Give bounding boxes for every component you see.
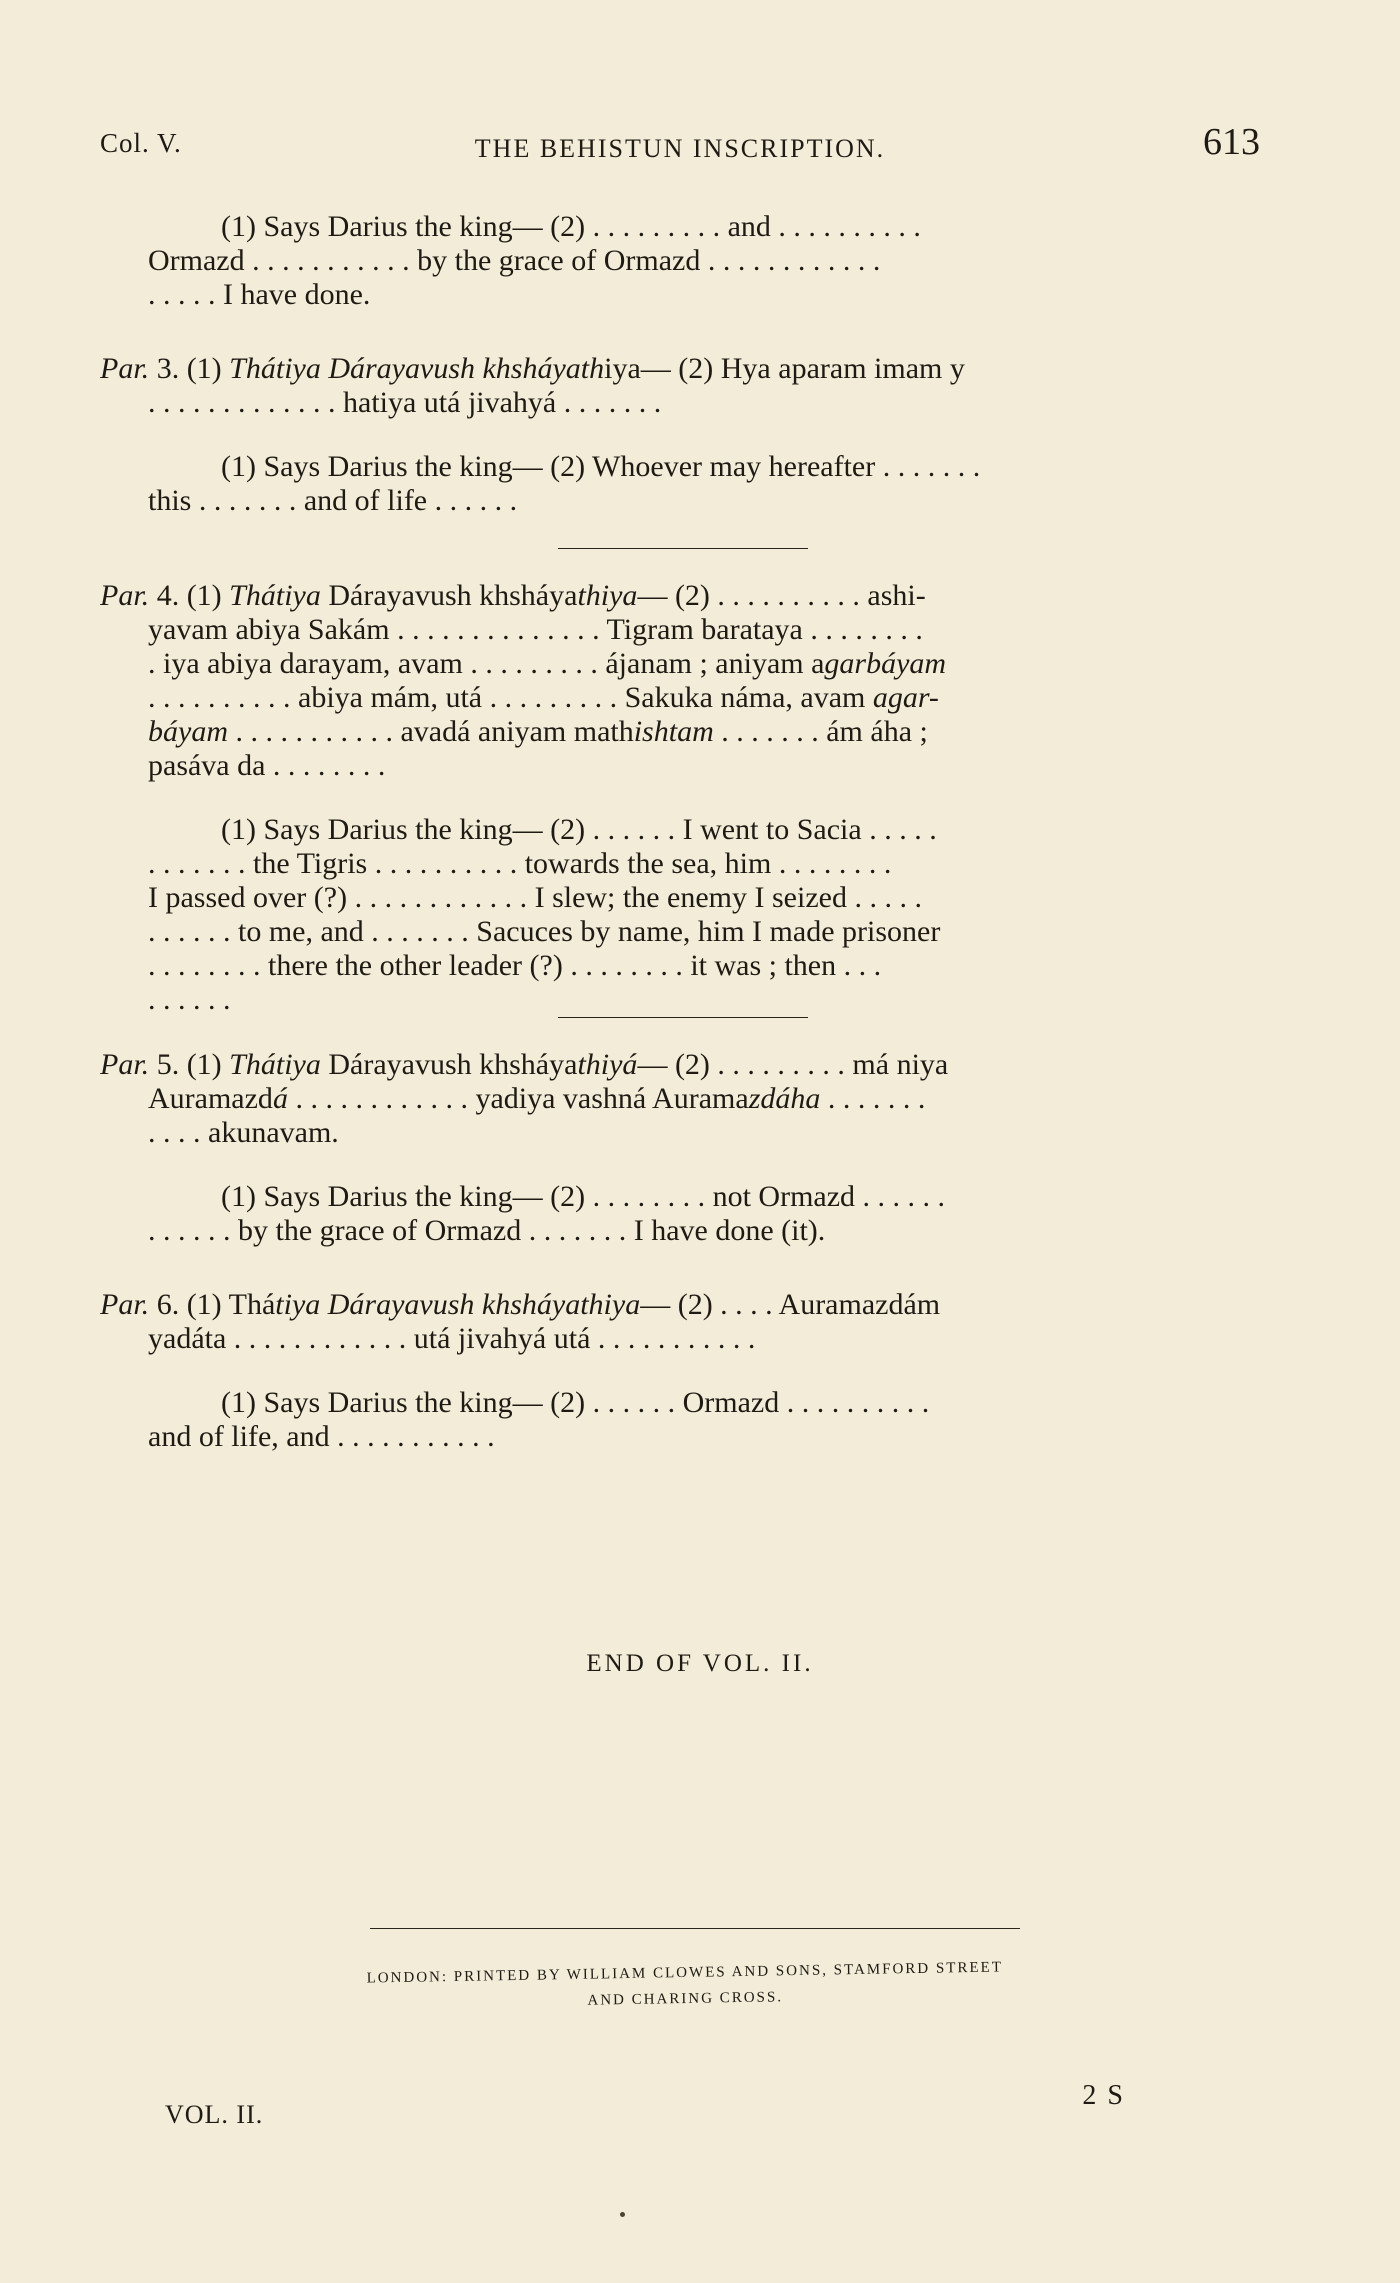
text-line: (1) Says Darius the king— (2) . . . . . . Ormazd . . . . . . . . . . bbox=[221, 1386, 930, 1419]
text-line: Par. 4. (1) Thátiya Dárayavush khsháyathiya— (2) . . . . . . . . . . ashi- bbox=[100, 579, 926, 612]
text-line: and of life, and . . . . . . . . . . . bbox=[148, 1420, 495, 1453]
spacer bbox=[148, 549, 1260, 579]
text-line: báyam . . . . . . . . . . . avadá aniyam mathishtam . . . . . . . ám áha ; bbox=[148, 715, 928, 748]
text-line: (1) Says Darius the king— (2) . . . . . . . . not Ormazd . . . . . . bbox=[221, 1180, 946, 1213]
text-line: (1) Says Darius the king— (2) Whoever may hereafter . . . . . . . bbox=[221, 450, 981, 483]
document-body bbox=[100, 210, 1260, 1454]
text-line: . . . . . I have done. bbox=[148, 278, 371, 311]
text-line: . . . . . . bbox=[148, 983, 231, 1016]
running-title: THE BEHISTUN INSCRIPTION. bbox=[474, 134, 886, 163]
text-line: yavam abiya Sakám . . . . . . . . . . . . . . Tigram barataya . . . . . . . . bbox=[148, 613, 923, 646]
text-line: . . . . . . . . there the other leader (?) . . . . . . . . it was ; then . . . bbox=[148, 949, 882, 982]
text-line: (1) Says Darius the king— (2) . . . . . . . . . and . . . . . . . . . . bbox=[221, 210, 921, 243]
text-line: . . . . . . by the grace of Ormazd . . . . . . . I have done (it). bbox=[148, 1214, 826, 1247]
text-line: yadáta . . . . . . . . . . . . utá jivahyá utá . . . . . . . . . . . bbox=[148, 1322, 756, 1355]
spacer bbox=[148, 783, 1260, 813]
text-line: Auramazdá . . . . . . . . . . . . yadiya vashná Auramazdáha . . . . . . . bbox=[148, 1082, 926, 1115]
spacer bbox=[148, 1150, 1260, 1180]
text-line: Ormazd . . . . . . . . . . . by the grace of Ormazd . . . . . . . . . . . . bbox=[148, 244, 881, 277]
text-line: . . . . . . . the Tigris . . . . . . . . . . towards the sea, him . . . . . . . . bbox=[148, 847, 892, 880]
spacer bbox=[148, 1356, 1260, 1386]
page-header bbox=[100, 120, 1260, 180]
printer-colophon bbox=[260, 1953, 1111, 2020]
printed-dot bbox=[620, 2212, 625, 2217]
spacer bbox=[148, 518, 1260, 548]
colophon-line-2: AND CHARING CROSS. bbox=[587, 1989, 784, 2009]
volume-label: VOL. II. bbox=[165, 2100, 264, 2129]
text-line: (1) Says Darius the king— (2) . . . . . . I went to Sacia . . . . . bbox=[221, 813, 937, 846]
text-line: Par. 5. (1) Thátiya Dárayavush khsháyathiyá— (2) . . . . . . . . . má niya bbox=[100, 1048, 949, 1081]
text-line: . . . . akunavam. bbox=[148, 1116, 339, 1149]
text-line: Par. 6. (1) Thátiya Dárayavush khsháyathiya— (2) . . . . Auramazdám bbox=[100, 1288, 941, 1321]
text-line: . . . . . . . . . . abiya mám, utá . . . . . . . . . Sakuka náma, avam agar- bbox=[148, 681, 939, 714]
text-line: pasáva da . . . . . . . . bbox=[148, 749, 386, 782]
spacer bbox=[148, 312, 1260, 352]
spacer bbox=[148, 1018, 1260, 1048]
printer-signature-mark: 2 S bbox=[1082, 2080, 1125, 2111]
column-label: Col. V. bbox=[100, 128, 182, 158]
text-line: this . . . . . . . and of life . . . . . . bbox=[148, 484, 518, 517]
text-line: . . . . . . . . . . . . . hatiya utá jivahyá . . . . . . . bbox=[148, 386, 662, 419]
text-line: . iya abiya darayam, avam . . . . . . . . . ájanam ; aniyam agarbáyam bbox=[148, 647, 947, 680]
spacer bbox=[148, 420, 1260, 450]
text-line: . . . . . . to me, and . . . . . . . Sacuces by name, him I made prisoner bbox=[148, 915, 941, 948]
page-footer bbox=[165, 2080, 1125, 2129]
page-number: 613 bbox=[1203, 121, 1260, 163]
spacer bbox=[148, 1248, 1260, 1288]
text-line: I passed over (?) . . . . . . . . . . . . I slew; the enemy I seized . . . . . bbox=[148, 881, 922, 914]
colophon-rule bbox=[370, 1928, 1020, 1929]
end-of-volume-note: END OF VOL. II. bbox=[586, 1650, 814, 1677]
text-line: Par. 3. (1) Thátiya Dárayavush khsháyathiya— (2) Hya aparam imam y bbox=[100, 352, 965, 385]
colophon-line-1: LONDON: PRINTED BY WILLIAM CLOWES AND SONS, STAMFORD STREET bbox=[366, 1959, 1004, 1987]
